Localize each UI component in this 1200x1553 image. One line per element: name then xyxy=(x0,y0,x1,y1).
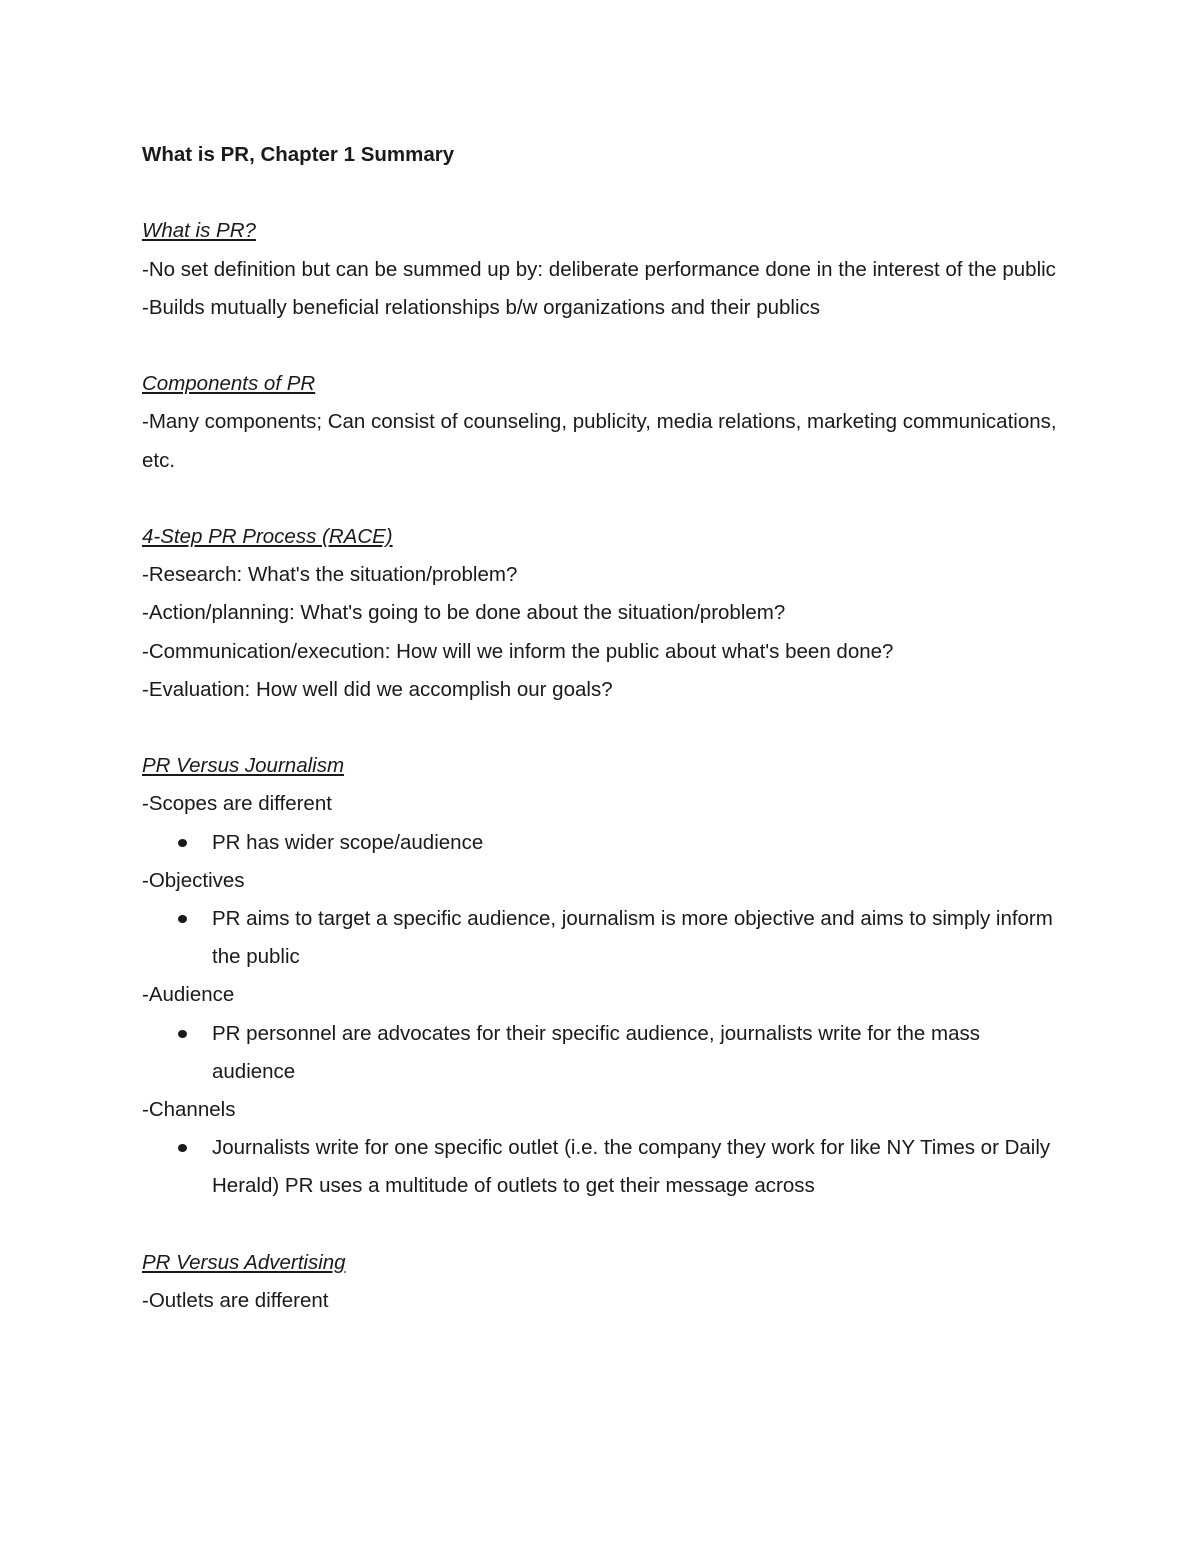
paragraph-line: -No set definition but can be summed up by: deliberate performance done in the interest of the public xyxy=(142,257,1056,281)
spacer xyxy=(142,480,1062,518)
bullet-item xyxy=(142,1129,1062,1205)
bullet-text: Journalists write for one specific outlet (i.e. the company they work for like NY Times or Daily Herald) PR uses a multitude of outlets to get their message across xyxy=(212,1136,1051,1198)
bullet-text: PR has wider scope/audience xyxy=(212,830,484,854)
bullet-text: PR personnel are advocates for their specific audience, journalists write for the mass audience xyxy=(212,1021,980,1083)
paragraph-line: -Action/planning: What's going to be done about the situation/problem? xyxy=(142,601,786,625)
bullet-icon xyxy=(178,915,187,923)
list-label: -Scopes are different xyxy=(142,792,332,816)
list-label: -Objectives xyxy=(142,868,245,892)
bullet-icon xyxy=(178,1030,187,1038)
list-label: -Audience xyxy=(142,983,235,1007)
bullet-text: PR aims to target a specific audience, journalism is more objective and aims to simply inform the public xyxy=(212,907,1053,969)
spacer xyxy=(142,709,1062,747)
bullet-icon xyxy=(178,1144,187,1152)
document-title: What is PR, Chapter 1 Summary xyxy=(142,143,455,166)
spacer xyxy=(142,1206,1062,1244)
section-heading-components: Components of PR xyxy=(142,372,316,396)
spacer xyxy=(142,327,1062,365)
section-heading-what-is-pr: What is PR? xyxy=(142,219,256,243)
paragraph-line: -Many components; Can consist of counseling, publicity, media relations, marketing communications, etc. xyxy=(142,410,1057,472)
spacer xyxy=(142,174,1062,212)
paragraph-line: -Outlets are different xyxy=(142,1289,329,1313)
paragraph-line: -Communication/execution: How will we inform the public about what's been done? xyxy=(142,639,894,663)
section-heading-advertising: PR Versus Advertising xyxy=(142,1250,346,1274)
bullet-item xyxy=(142,824,1062,862)
paragraph-line: -Research: What's the situation/problem? xyxy=(142,563,518,587)
list-label: -Channels xyxy=(142,1098,236,1122)
paragraph-line: -Evaluation: How well did we accomplish our goals? xyxy=(142,677,613,701)
document-page xyxy=(142,136,1062,1320)
paragraph-line: -Builds mutually beneficial relationships b/w organizations and their publics xyxy=(142,295,821,319)
bullet-icon xyxy=(178,839,187,847)
bullet-item xyxy=(142,1015,1062,1091)
bullet-item xyxy=(142,900,1062,976)
section-heading-journalism: PR Versus Journalism xyxy=(142,754,345,778)
section-heading-race: 4-Step PR Process (RACE) xyxy=(142,524,393,548)
